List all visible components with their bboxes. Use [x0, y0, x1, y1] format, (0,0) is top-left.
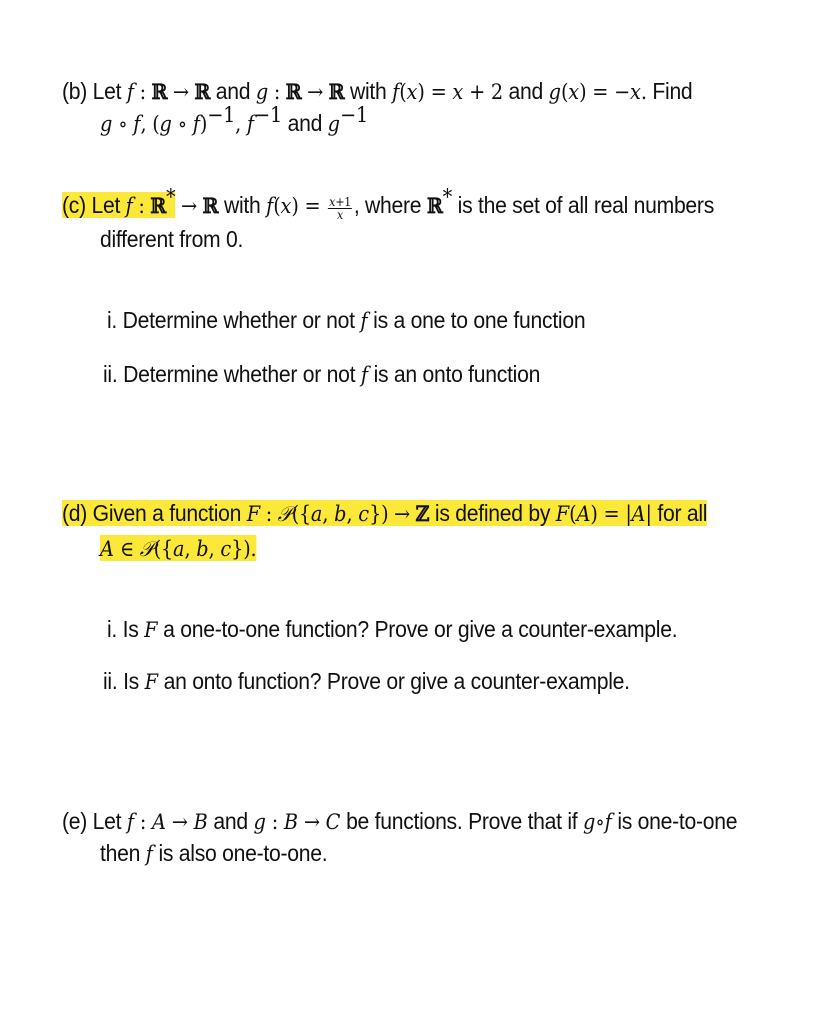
problem-e-line1: (e) Let f : A → B and g : B → C be functions. Prove that if g∘f is one-to-one — [62, 808, 738, 834]
problem-c-item-i: i. Determine whether or not f is a one to one function — [107, 307, 586, 333]
problem-d-line2: A ∈ 𝒫({a, b, c}). — [100, 537, 257, 561]
problem-c-item-ii: ii. Determine whether or not f is an onto function — [103, 361, 541, 387]
problem-d-item-ii: ii. Is F an onto function? Prove or give a counter-example. — [103, 668, 630, 694]
problem-b-label: (b) — [62, 78, 88, 104]
problem-e-label: (e) — [62, 808, 88, 834]
problem-b-line1: (b) Let f : ℝ → ℝ and g : ℝ → ℝ with f(x) = x + 2 and g(x) = −x. Find — [62, 78, 693, 104]
problem-d-line1: (d) Given a function F : 𝒫({a, b, c}) → ℤ is defined by F(A) = |A| for all — [62, 500, 708, 526]
problem-c-line2: different from 0. — [100, 226, 244, 252]
problem-c-label: (c) — [62, 192, 86, 218]
problem-c-line1: (c) Let f : ℝ* → ℝ with f(x) = $\frac{x+1}{x}$ , where ℝ* is the set of all real numbers — [62, 185, 715, 222]
problem-e-line2: then f is also one-to-one. — [100, 840, 328, 866]
problem-d-item-i: i. Is F a one-to-one function? Prove or give a counter-example. — [107, 616, 678, 642]
fraction: $\frac{x+1}{x}$ — [329, 195, 352, 222]
problem-d-label: (d) — [62, 500, 88, 526]
problem-b-line2: g ∘ f, (g ∘ f)$^{-1}$, $f^{-1}$ and $g^{-1}$ — [100, 103, 368, 136]
